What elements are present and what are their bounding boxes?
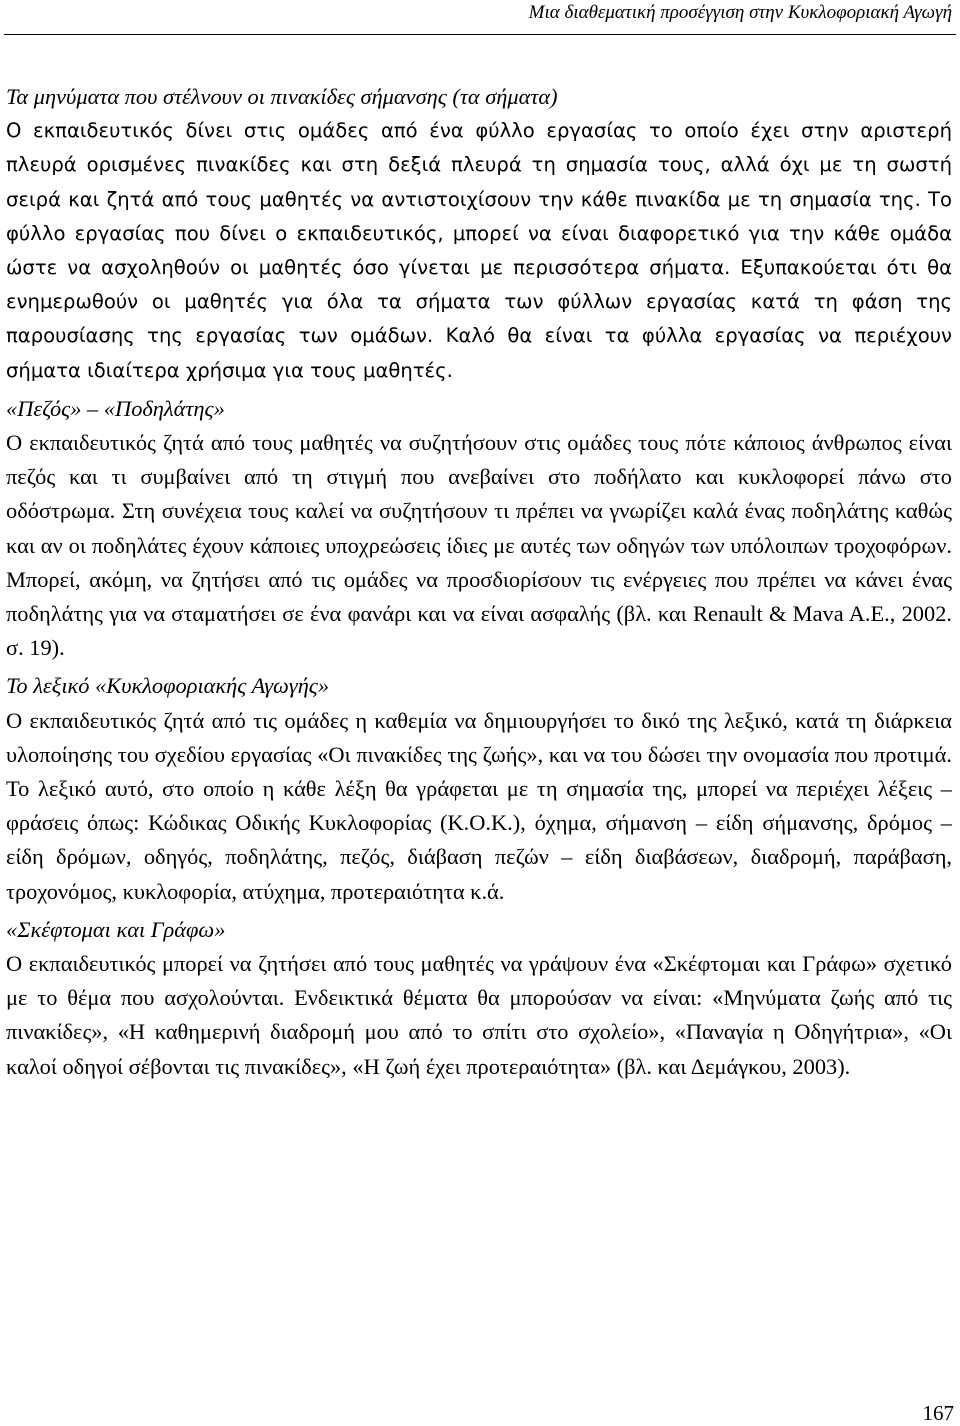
page-number: 167 xyxy=(922,1401,954,1425)
section-heading: «Πεζός» – «Ποδηλάτης» xyxy=(6,395,225,421)
section-heading: «Σκέφτομαι και Γράφω» xyxy=(6,916,226,942)
section-traffic-dictionary xyxy=(6,669,952,908)
section-think-and-write xyxy=(6,913,952,1084)
section-traffic-sign-messages xyxy=(6,80,952,388)
section-heading: Τα μηνύματα που στέλνουν οι πινακίδες σήμανσης (τα σήματα) xyxy=(6,84,558,109)
running-header: Μια διαθεματική προσέγγιση στην Κυκλοφοριακή Αγωγή xyxy=(528,2,952,23)
section-pedestrian-cyclist xyxy=(6,392,952,666)
section-paragraph: Ο εκπαιδευτικός μπορεί να ζητήσει από τους μαθητές να γράψουν ένα «Σκέφτομαι και Γράφω» σχετικό με το θέμα που ασχολούνται. Ενδεικτικά θέματα θα μπορούσαν να είναι: «Μηνύματα ζωής από τις πινακίδες», «Η καθημερινή διαδρομή μου από το σπίτι στο σχολείο», «Παναγία η Οδηγήτρια», «Οι καλοί οδηγοί σέβονται τις πινακίδες», «Η ζωή έχει προτεραιότητα» (βλ. και Δεμάγκου, 2003). xyxy=(6,951,952,1079)
section-paragraph: Ο εκπαιδευτικός δίνει στις ομάδες από ένα φύλλο εργασίας το οποίο έχει στην αριστερή πλευρά ορισμένες πινακίδες και στη δεξιά πλευρά τη σημασία τους, αλλά όχι με τη σωστή σειρά και ζητά από τους μαθητές να αντιστοιχίσουν την κάθε πινακίδα με τη σημασία της. Το φύλλο εργασίας που δίνει ο εκπαιδευτικός, μπορεί να είναι διαφορετικό για την κάθε ομάδα ώστε να ασχοληθούν οι μαθητές όσο γίνεται με περισσότερα σήματα. Εξυπακούεται ότι θα ενημερωθούν οι μαθητές για όλα τα σήματα των φύλλων εργασίας κατά τη φάση της παρουσίασης της εργασίας των ομάδων. Καλό θα είναι τα φύλλα εργασίας να περιέχουν σήματα ιδιαίτερα χρήσιμα για τους μαθητές. xyxy=(6,119,952,382)
section-paragraph: Ο εκπαιδευτικός ζητά από τις ομάδες η καθεμία να δημιουργήσει το δικό της λεξικό, κατά τη διάρκεια υλοποίησης του σχεδίου εργασίας «Οι πινακίδες της ζωής», και να του δώσει την ονομασία που προτιμά. Το λεξικό αυτό, στο οποίο η κάθε λέξη θα γράφεται με τη σημασία της, μπορεί να περιέχει λέξεις – φράσεις όπως: Κώδικας Οδικής Κυκλοφορίας (Κ.Ο.Κ.), όχημα, σήμανση – είδη σήμανσης, δρόμος – είδη δρόμων, οδηγός, ποδηλάτης, πεζός, διάβαση πεζών – είδη διαβάσεων, διαδρομή, παράβαση, τροχονόμος, κυκλοφορία, ατύχημα, προτεραιότητα κ.ά. xyxy=(6,707,952,904)
header-divider xyxy=(4,34,956,35)
section-heading: Το λεξικό «Κυκλοφοριακής Αγωγής» xyxy=(6,673,330,699)
section-paragraph: Ο εκπαιδευτικός ζητά από τους μαθητές να συζητήσουν στις ομάδες τους πότε κάποιος άνθρωπος είναι πεζός και τι συμβαίνει από τη στιγμή που ανεβαίνει στο ποδήλατο και κυκλοφορεί πάνω στο οδόστρωμα. Στη συνέχεια τους καλεί να συζητήσουν τι πρέπει να γνωρίζει καλά ένας ποδηλάτης καθώς και αν οι ποδηλάτες έχουν κάποιες υποχρεώσεις ίδιες με αυτές των οδηγών των υπόλοιπων τροχοφόρων. Μπορεί, ακόμη, να ζητήσει από τις ομάδες να προσδιορίσουν τις ενέργειες που πρέπει να κάνει ένας ποδηλάτης για να σταματήσει σε ένα φανάρι και να είναι ασφαλής (βλ. και Renault & Mava A.E., 2002. σ. 19). xyxy=(6,430,952,661)
page-body xyxy=(6,80,952,1084)
